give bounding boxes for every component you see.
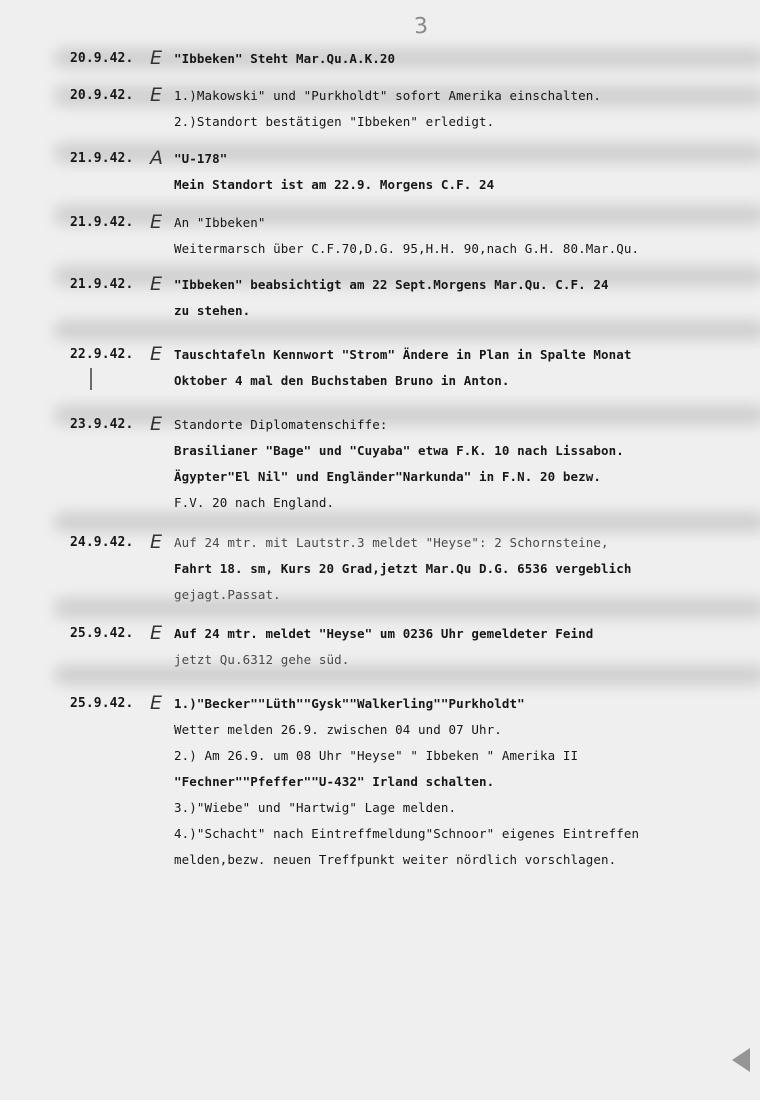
entry-line: Brasilianer "Bage" und "Cuyaba" etwa F.K. 10 nach Lissabon. [174, 443, 624, 458]
entry-text [174, 83, 601, 135]
entry-line: Standorte Diplomatenschiffe: [174, 417, 388, 432]
entry-line: gejagt.Passat. [174, 587, 281, 602]
entry-mark: E [150, 692, 163, 714]
entry-line: melden,bezw. neuen Treffpunkt weiter nördlich vorschlagen. [174, 852, 617, 867]
entry-line: "Fechner""Pfeffer""U-432" Irland schalten. [174, 774, 495, 789]
margin-bar [90, 368, 92, 390]
entry-line: 2.) Am 26.9. um 08 Uhr "Heyse" " Ibbeken " Amerika II [174, 748, 579, 763]
entry-date: 20.9.42. [70, 88, 134, 103]
entry-line: An "Ibbeken" [174, 215, 266, 230]
entry-line: Auf 24 mtr. mit Lautstr.3 meldet "Heyse": 2 Schornsteine, [174, 535, 609, 550]
entry-text [174, 530, 632, 608]
page-corner-mark [732, 1048, 750, 1072]
entry-date: 22.9.42. [70, 347, 134, 362]
entry-date: 25.9.42. [70, 626, 134, 641]
entry-mark: E [150, 47, 163, 69]
entry-line: Mein Standort ist am 22.9. Morgens C.F. 24 [174, 177, 495, 192]
entry-text [174, 412, 624, 516]
entry-mark: A [150, 147, 163, 169]
entry-mark: E [150, 531, 163, 553]
entry-line: F.V. 20 nach England. [174, 495, 335, 510]
entry-line: Tauschtafeln Kennwort "Strom" Ändere in Plan in Spalte Monat [174, 347, 632, 362]
entry-mark: E [150, 84, 163, 106]
entry-date: 20.9.42. [70, 51, 134, 66]
entry-date: 24.9.42. [70, 535, 134, 550]
entry-date: 21.9.42. [70, 151, 134, 166]
page-number: 3 [413, 13, 429, 40]
entry-line: 2.)Standort bestätigen "Ibbeken" erledigt. [174, 114, 495, 129]
entry-text [174, 621, 593, 673]
entry-line: 1.)Makowski" und "Purkholdt" sofort Amerika einschalten. [174, 88, 602, 103]
entry-line: "Ibbeken" Steht Mar.Qu.A.K.20 [174, 51, 396, 66]
entry-date: 25.9.42. [70, 696, 134, 711]
entry-date: 21.9.42. [70, 215, 134, 230]
entry-line: 4.)"Schacht" nach Eintreffmeldung"Schnoor" eigenes Eintreffen [174, 826, 640, 841]
entry-line: "Ibbeken" beabsichtigt am 22 Sept.Morgens Mar.Qu. C.F. 24 [174, 277, 609, 292]
entry-line: 3.)"Wiebe" und "Hartwig" Lage melden. [174, 800, 457, 815]
entry-text [174, 272, 609, 324]
entry-mark: E [150, 273, 163, 295]
entry-mark: E [150, 622, 163, 644]
entry-line: Oktober 4 mal den Buchstaben Bruno in Anton. [174, 373, 510, 388]
entry-date: 23.9.42. [70, 417, 134, 432]
entry-line: Fahrt 18. sm, Kurs 20 Grad,jetzt Mar.Qu D.G. 6536 vergeblich [174, 561, 632, 576]
entry-line: Ägypter"El Nil" und Engländer"Narkunda" in F.N. 20 bezw. [174, 469, 602, 484]
entry-mark: E [150, 211, 163, 233]
entry-line: zu stehen. [174, 303, 251, 318]
entry-text [174, 46, 395, 72]
entry-line: 1.)"Becker""Lüth""Gysk""Walkerling""Purkholdt" [174, 696, 525, 711]
entry-text [174, 146, 494, 198]
entry-text [174, 691, 639, 873]
entry-line: "U-178" [174, 151, 228, 166]
entry-line: Wetter melden 26.9. zwischen 04 und 07 Uhr. [174, 722, 502, 737]
entry-text [174, 210, 639, 262]
entry-date: 21.9.42. [70, 277, 134, 292]
entry-mark: E [150, 413, 163, 435]
entry-mark: E [150, 343, 163, 365]
entry-line: jetzt Qu.6312 gehe süd. [174, 652, 350, 667]
entry-text [174, 342, 632, 394]
entry-line: Auf 24 mtr. meldet "Heyse" um 0236 Uhr gemeldeter Feind [174, 626, 594, 641]
entry-line: Weitermarsch über C.F.70,D.G. 95,H.H. 90,nach G.H. 80.Mar.Qu. [174, 241, 640, 256]
